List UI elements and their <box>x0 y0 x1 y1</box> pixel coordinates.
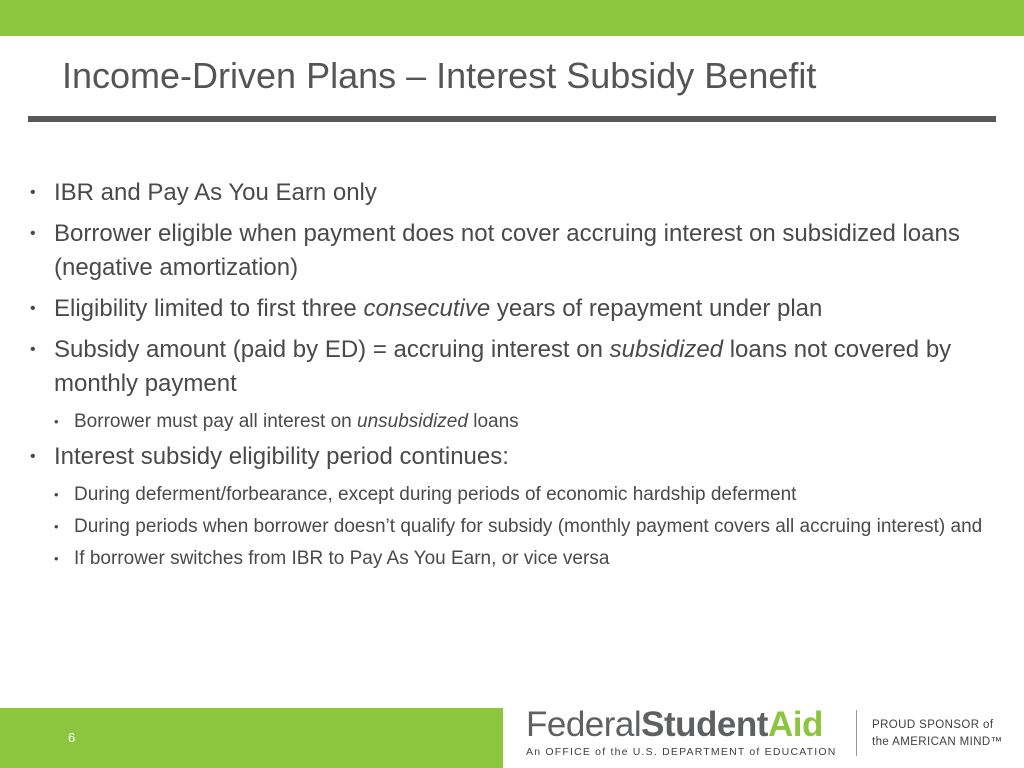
bullet-text: Interest subsidy eligibility period continues: <box>54 443 509 470</box>
bullet-dot-icon: • <box>54 551 59 566</box>
bullet-dot-icon: • <box>30 225 36 242</box>
sub-bullet-item <box>28 545 988 573</box>
sub-bullet-item <box>28 408 988 436</box>
bullet-item <box>28 292 988 326</box>
slide-title: Income-Driven Plans – Interest Subsidy Benefit <box>62 55 817 96</box>
federal-student-aid-logo <box>526 706 837 758</box>
logo-word-federal: Federal <box>526 705 642 744</box>
bullet-text: Borrower must pay all interest on <box>74 411 358 432</box>
page-number: 6 <box>68 730 76 745</box>
bullet-item <box>28 333 988 401</box>
logo-wordmark <box>526 706 837 744</box>
emphasized-text: unsubsidized <box>357 411 468 432</box>
sponsor-text <box>872 717 1003 751</box>
bullet-item <box>28 176 988 210</box>
bullet-dot-icon: • <box>30 448 36 465</box>
emphasized-text: subsidized <box>609 336 724 363</box>
bullet-dot-icon: • <box>54 519 59 534</box>
bullet-item <box>28 440 988 474</box>
bullet-item <box>28 217 988 285</box>
bullet-list <box>28 176 988 577</box>
sub-bullet-item <box>28 513 988 541</box>
logo-word-student: Student <box>641 705 768 744</box>
bullet-text: Subsidy amount (paid by ED) = accruing interest on <box>54 336 610 363</box>
bullet-text: years of repayment under plan <box>490 295 823 322</box>
top-accent-bar <box>0 0 1024 36</box>
bullet-dot-icon: • <box>30 184 36 201</box>
title-divider <box>28 116 996 122</box>
bullet-text: During deferment/forbearance, except during periods of economic hardship deferment <box>74 484 797 505</box>
logo-tagline: An OFFICE of the U.S. DEPARTMENT of EDUCATION <box>526 746 837 758</box>
bullet-dot-icon: • <box>30 300 36 317</box>
bullet-text: Eligibility limited to first three <box>54 295 364 322</box>
bullet-dot-icon: • <box>54 487 59 502</box>
logo-word-aid: Aid <box>767 705 823 744</box>
bullet-text: loans <box>467 411 519 432</box>
bullet-text: Borrower eligible when payment does not cover accruing interest on subsidized loans (negative amortization) <box>54 220 960 281</box>
bullet-text: During periods when borrower doesn’t qualify for subsidy (monthly payment covers all accruing interest) and <box>74 516 983 537</box>
bullet-text: loans not covered by monthly payment <box>54 336 952 397</box>
sub-bullet-item <box>28 481 988 509</box>
bullet-dot-icon: • <box>54 414 59 429</box>
sponsor-line-2: the AMERICAN MIND™ <box>872 736 1003 748</box>
bullet-dot-icon: • <box>30 341 36 358</box>
emphasized-text: consecutive <box>363 295 491 322</box>
bullet-text: IBR and Pay As You Earn only <box>54 179 377 206</box>
bullet-text: If borrower switches from IBR to Pay As You Earn, or vice versa <box>74 548 610 569</box>
footer-accent-bar <box>0 708 503 768</box>
sponsor-line-1: PROUD SPONSOR of <box>872 719 994 731</box>
logo-divider <box>856 710 857 756</box>
